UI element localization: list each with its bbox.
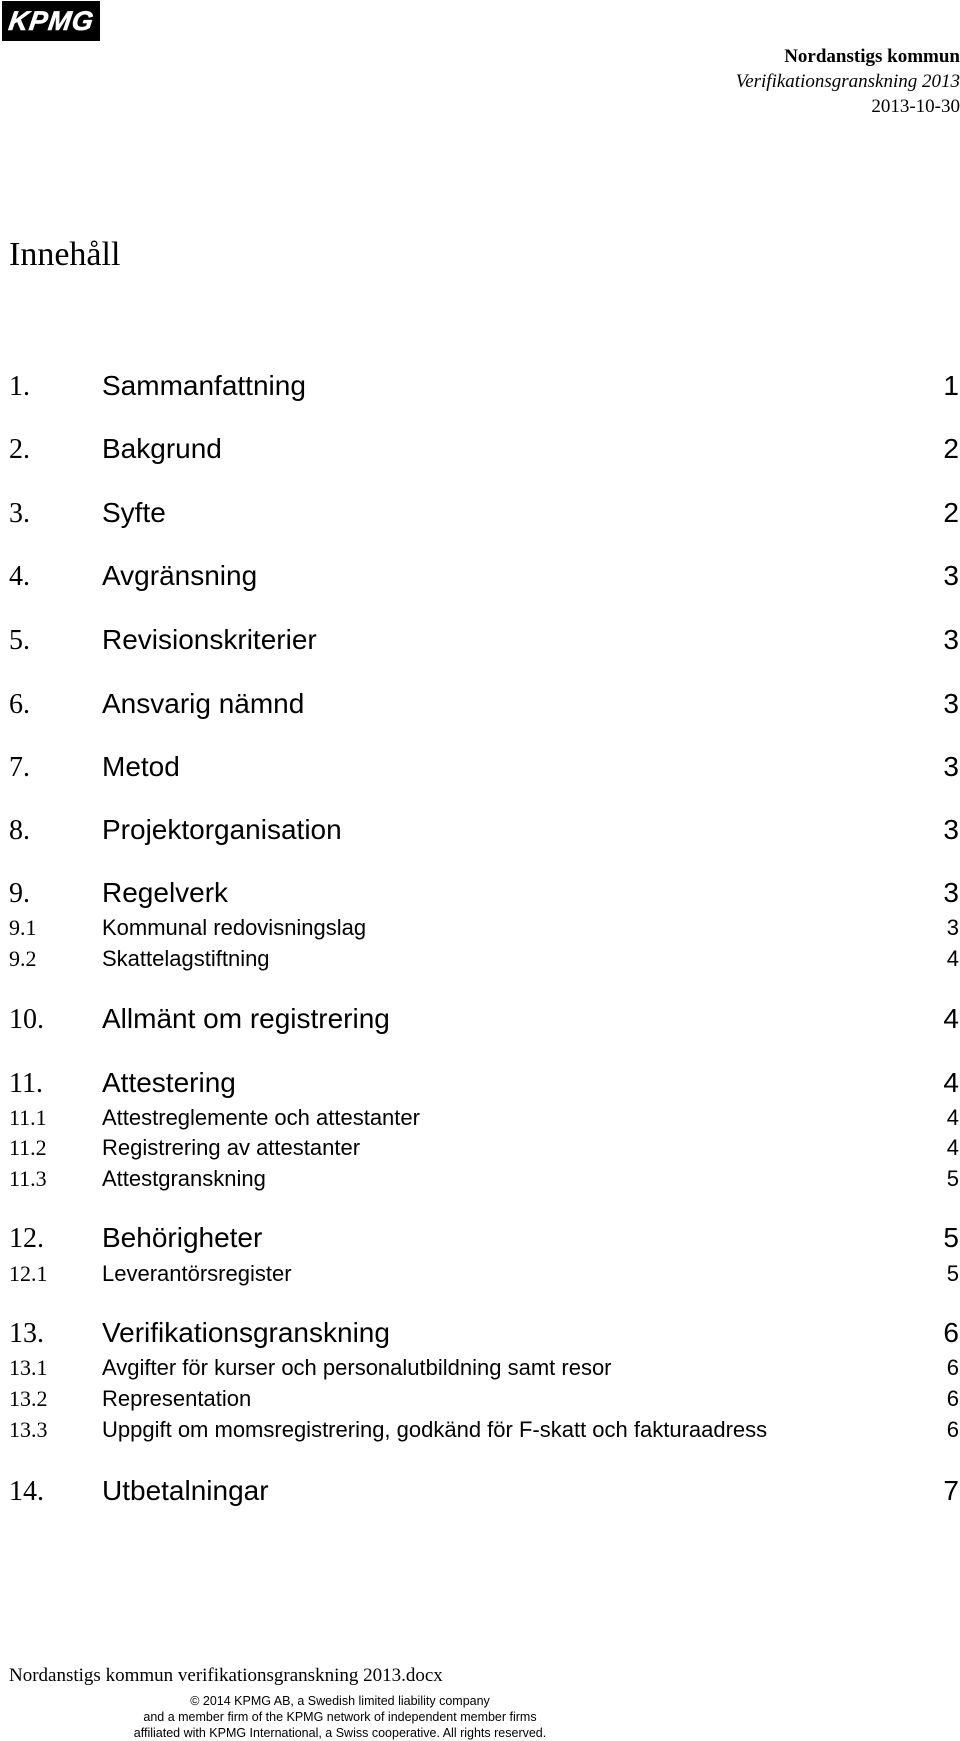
toc-entry-label: Leverantörsregister (102, 1261, 292, 1286)
toc-entry-page: 5 (946, 1261, 959, 1286)
toc-entry-number: 6. (9, 689, 30, 720)
logo-text: KPMG (6, 5, 96, 36)
toc-entry-page: 2 (943, 433, 959, 464)
toc-entry-page: 5 (946, 1166, 959, 1191)
toc-entry-page: 6 (943, 1317, 959, 1348)
toc-entry-label: Attestgranskning (102, 1166, 266, 1191)
toc-entry-number: 11.3 (9, 1166, 47, 1191)
toc-entry-page: 3 (943, 751, 959, 782)
toc-entry-page: 6 (946, 1386, 959, 1411)
toc-entry-number: 13.3 (9, 1417, 48, 1442)
toc-entry-label: Registrering av attestanter (102, 1135, 361, 1160)
toc-subentry[interactable] (9, 1417, 959, 1443)
toc-entry-page: 3 (946, 915, 959, 940)
toc-entry-number: 12. (9, 1223, 44, 1254)
toc-entry-page: 6 (946, 1417, 959, 1442)
toc-entry[interactable] (9, 1475, 959, 1508)
toc-entry-label: Representation (102, 1386, 252, 1411)
toc-entry-label: Avgränsning (102, 560, 258, 591)
toc-entry[interactable] (9, 497, 959, 530)
toc-entry[interactable] (9, 560, 959, 593)
toc-entry-label: Behörigheter (102, 1222, 263, 1253)
toc-entry-label: Kommunal redovisningslag (102, 915, 367, 940)
toc-subentry[interactable] (9, 1355, 959, 1381)
toc-entry-label: Revisionskriterier (102, 624, 317, 655)
toc-entry[interactable] (9, 751, 959, 784)
toc-entry-number: 3. (9, 498, 30, 529)
toc-subentry[interactable] (9, 1135, 959, 1161)
toc-entry-page: 3 (943, 560, 959, 591)
toc-entry-label: Sammanfattning (102, 370, 306, 401)
toc-entry-number: 11. (9, 1068, 43, 1099)
footer-legal-line: affiliated with KPMG International, a Swiss cooperative. All rights reserved. (133, 1726, 547, 1740)
toc-entry[interactable] (9, 370, 959, 403)
toc-subentry[interactable] (9, 915, 959, 941)
toc-entry-number: 14. (9, 1476, 44, 1507)
toc-subentry[interactable] (9, 1105, 959, 1131)
toc-entry-number: 10. (9, 1004, 44, 1035)
toc-entry-page: 3 (943, 814, 959, 845)
header-subtitle: Verifikationsgranskning 2013 (735, 71, 960, 92)
toc-entry-number: 11.2 (9, 1135, 47, 1160)
toc-title: Innehåll (9, 236, 121, 273)
toc-entry[interactable] (9, 814, 959, 847)
toc-entry-number: 4. (9, 561, 30, 592)
toc-entry-number: 9.1 (9, 915, 37, 940)
toc-entry-label: Regelverk (102, 877, 229, 908)
toc-entry-page: 3 (943, 877, 959, 908)
header-organization: Nordanstigs kommun (784, 46, 960, 67)
toc-entry-number: 7. (9, 752, 30, 783)
toc-entry-number: 9. (9, 878, 30, 909)
toc-entry[interactable] (9, 1317, 959, 1350)
toc-entry-number: 2. (9, 434, 30, 465)
toc-entry-page: 4 (946, 946, 959, 971)
footer-legal-line: © 2014 KPMG AB, a Swedish limited liability company (190, 1694, 490, 1708)
toc-entry[interactable] (9, 1067, 959, 1100)
toc-entry-page: 2 (943, 497, 959, 528)
toc-entry-label: Uppgift om momsregistrering, godkänd för F-skatt och fakturaadress (102, 1417, 768, 1442)
toc-entry-page: 3 (943, 624, 959, 655)
toc-entry[interactable] (9, 1003, 959, 1036)
toc-entry-label: Syfte (102, 497, 166, 528)
toc-entry-page: 7 (943, 1475, 959, 1506)
toc-entry-page: 1 (943, 370, 959, 401)
kpmg-logo (2, 1, 100, 41)
toc-entry-page: 6 (946, 1355, 959, 1380)
toc-entry-number: 5. (9, 625, 30, 656)
toc-entry[interactable] (9, 433, 959, 466)
footer-filename: Nordanstigs kommun verifikationsgranskning 2013.docx (9, 1665, 443, 1686)
toc-entry-label: Verifikationsgranskning (102, 1317, 390, 1348)
header-date: 2013-10-30 (871, 96, 960, 117)
toc-entry-page: 4 (946, 1135, 959, 1160)
toc-entry-number: 9.2 (9, 946, 37, 971)
footer-legal-notice (0, 1693, 680, 1741)
toc-entry-label: Ansvarig nämnd (102, 688, 305, 719)
toc-entry-label: Skattelagstiftning (102, 946, 270, 971)
toc-entry-number: 11.1 (9, 1105, 47, 1130)
toc-entry-label: Allmänt om registrering (102, 1003, 390, 1034)
toc-entry[interactable] (9, 877, 959, 910)
toc-entry-label: Attestering (102, 1067, 236, 1098)
toc-entry-number: 13.1 (9, 1355, 48, 1380)
toc-entry-number: 13. (9, 1318, 44, 1349)
toc-subentry[interactable] (9, 1386, 959, 1412)
toc-subentry[interactable] (9, 1166, 959, 1192)
toc-entry[interactable] (9, 624, 959, 657)
toc-entry-number: 1. (9, 371, 30, 402)
toc-entry-page: 3 (943, 688, 959, 719)
toc-subentry[interactable] (9, 946, 959, 972)
footer-legal-line: and a member firm of the KPMG network of independent member firms (143, 1710, 537, 1724)
toc-entry-label: Projektorganisation (102, 814, 342, 845)
toc-subentry[interactable] (9, 1261, 959, 1287)
toc-entry-number: 13.2 (9, 1386, 48, 1411)
toc-entry-page: 4 (943, 1003, 959, 1034)
toc-entry-number: 12.1 (9, 1261, 48, 1286)
toc-entry-label: Avgifter för kurser och personalutbildning samt resor (102, 1355, 612, 1380)
toc-entry-number: 8. (9, 815, 30, 846)
toc-entry[interactable] (9, 1222, 959, 1255)
document-header (736, 44, 960, 119)
toc-entry-page: 5 (943, 1222, 959, 1253)
toc-entry-page: 4 (943, 1067, 959, 1098)
toc-entry-label: Bakgrund (102, 433, 222, 464)
toc-entry-label: Attestreglemente och attestanter (102, 1105, 420, 1130)
toc-entry[interactable] (9, 688, 959, 721)
toc-entry-page: 4 (946, 1105, 959, 1130)
toc-entry-label: Metod (102, 751, 180, 782)
toc-entry-label: Utbetalningar (102, 1475, 269, 1506)
